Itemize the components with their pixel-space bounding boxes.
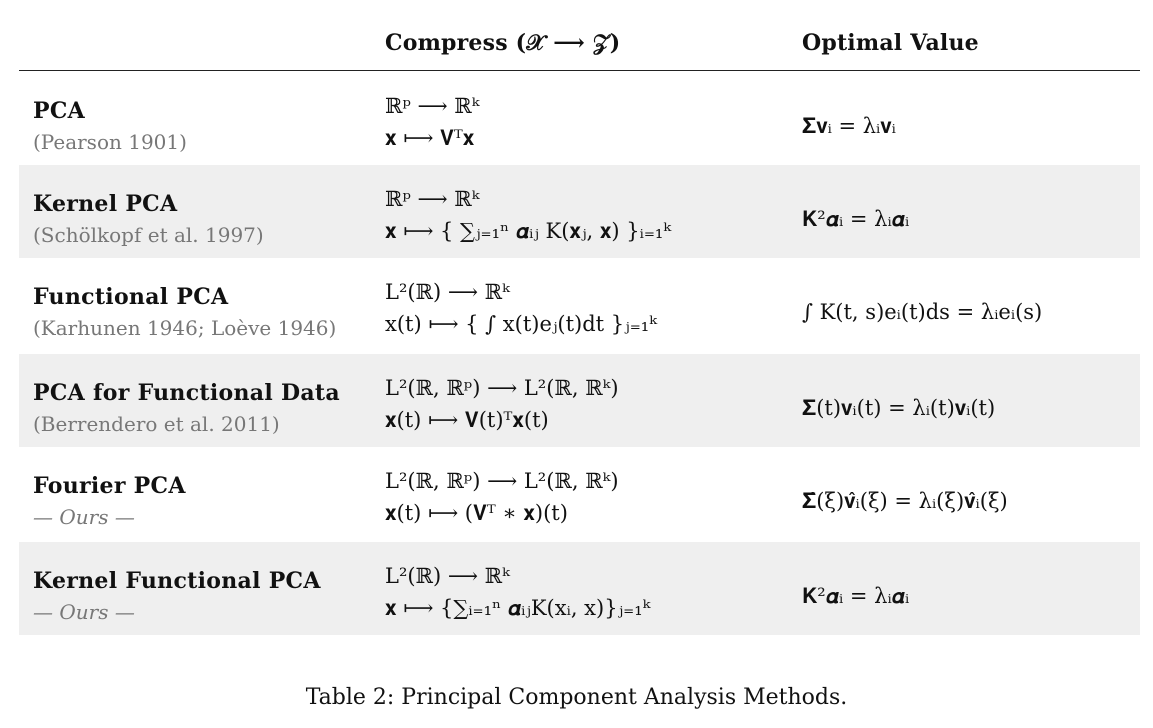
method-name: PCA for Functional Data <box>33 380 340 406</box>
optimal-value: 𝚺(t)𝐯ᵢ(t) = λᵢ(t)𝐯ᵢ(t) <box>802 396 996 420</box>
method-citation: — Ours — <box>33 600 135 624</box>
table-row-pca-functional-data <box>19 354 1140 447</box>
table-caption: Table 2: Principal Component Analysis Methods. <box>305 685 848 710</box>
method-name: Fourier PCA <box>33 473 186 499</box>
table-row-functional-pca <box>19 258 1140 351</box>
compress-map: 𝐱(t) ⟼ 𝐕(t)ᵀ𝐱(t) <box>385 408 549 432</box>
table-row-kernel-functional-pca <box>19 542 1140 635</box>
compress-domain: L²(ℝ) ⟶ ℝᵏ <box>385 280 510 304</box>
optimal-column-header <box>802 30 979 56</box>
method-citation: (Pearson 1901) <box>33 130 187 154</box>
optimal-value: 𝐊²𝜶ᵢ = λᵢ𝜶ᵢ <box>802 207 910 231</box>
table-row-kernel-pca <box>19 165 1140 258</box>
compress-map: x(t) ⟼ { ∫ x(t)eⱼ(t)dt }ⱼ₌₁ᵏ <box>385 312 657 336</box>
compress-domain: L²(ℝ) ⟶ ℝᵏ <box>385 564 510 588</box>
optimal-value: 𝐊²𝜶ᵢ = λᵢ𝜶ᵢ <box>802 584 910 608</box>
method-citation: (Berrendero et al. 2011) <box>33 412 280 436</box>
method-name: Functional PCA <box>33 284 229 310</box>
method-citation: (Schölkopf et al. 1997) <box>33 223 264 247</box>
compress-map: 𝐱 ⟼ 𝐕ᵀ𝐱 <box>385 126 475 150</box>
compress-map: 𝐱 ⟼ {∑ᵢ₌₁ⁿ 𝜶ᵢⱼK(xᵢ, x)}ⱼ₌₁ᵏ <box>385 596 651 620</box>
compress-domain: L²(ℝ, ℝᵖ) ⟶ L²(ℝ, ℝᵏ) <box>385 376 619 400</box>
method-name: Kernel PCA <box>33 191 178 217</box>
compress-map: 𝐱(t) ⟼ (𝐕ᵀ ∗ 𝐱)(t) <box>385 501 568 525</box>
header-rule <box>19 70 1140 71</box>
method-name: PCA <box>33 98 86 124</box>
table-row-fourier-pca <box>19 447 1140 540</box>
compress-header-label: Compress (𝒳 ⟶ 𝒵) <box>385 30 621 56</box>
compress-domain: ℝᵖ ⟶ ℝᵏ <box>385 94 480 118</box>
table-row-pca <box>19 72 1140 165</box>
optimal-header-label: Optimal Value <box>802 30 979 56</box>
method-citation: — Ours — <box>33 505 135 529</box>
optimal-value: 𝚺𝐯ᵢ = λᵢ𝐯ᵢ <box>802 114 896 138</box>
method-citation: (Karhunen 1946; Loève 1946) <box>33 316 337 340</box>
compress-domain: ℝᵖ ⟶ ℝᵏ <box>385 187 480 211</box>
optimal-value: ∫ K(t, s)eᵢ(t)ds = λᵢeᵢ(s) <box>802 300 1043 324</box>
compress-column-header <box>385 30 620 56</box>
compress-map: 𝐱 ⟼ { ∑ⱼ₌₁ⁿ 𝜶ᵢⱼ K(𝐱ⱼ, 𝐱) }ᵢ₌₁ᵏ <box>385 219 671 243</box>
optimal-value: 𝚺̂(ξ)𝐯̂ᵢ(ξ) = λᵢ(ξ)𝐯̂ᵢ(ξ) <box>802 489 1008 513</box>
method-name: Kernel Functional PCA <box>33 568 321 594</box>
compress-domain: L²(ℝ, ℝᵖ) ⟶ L²(ℝ, ℝᵏ) <box>385 469 619 493</box>
